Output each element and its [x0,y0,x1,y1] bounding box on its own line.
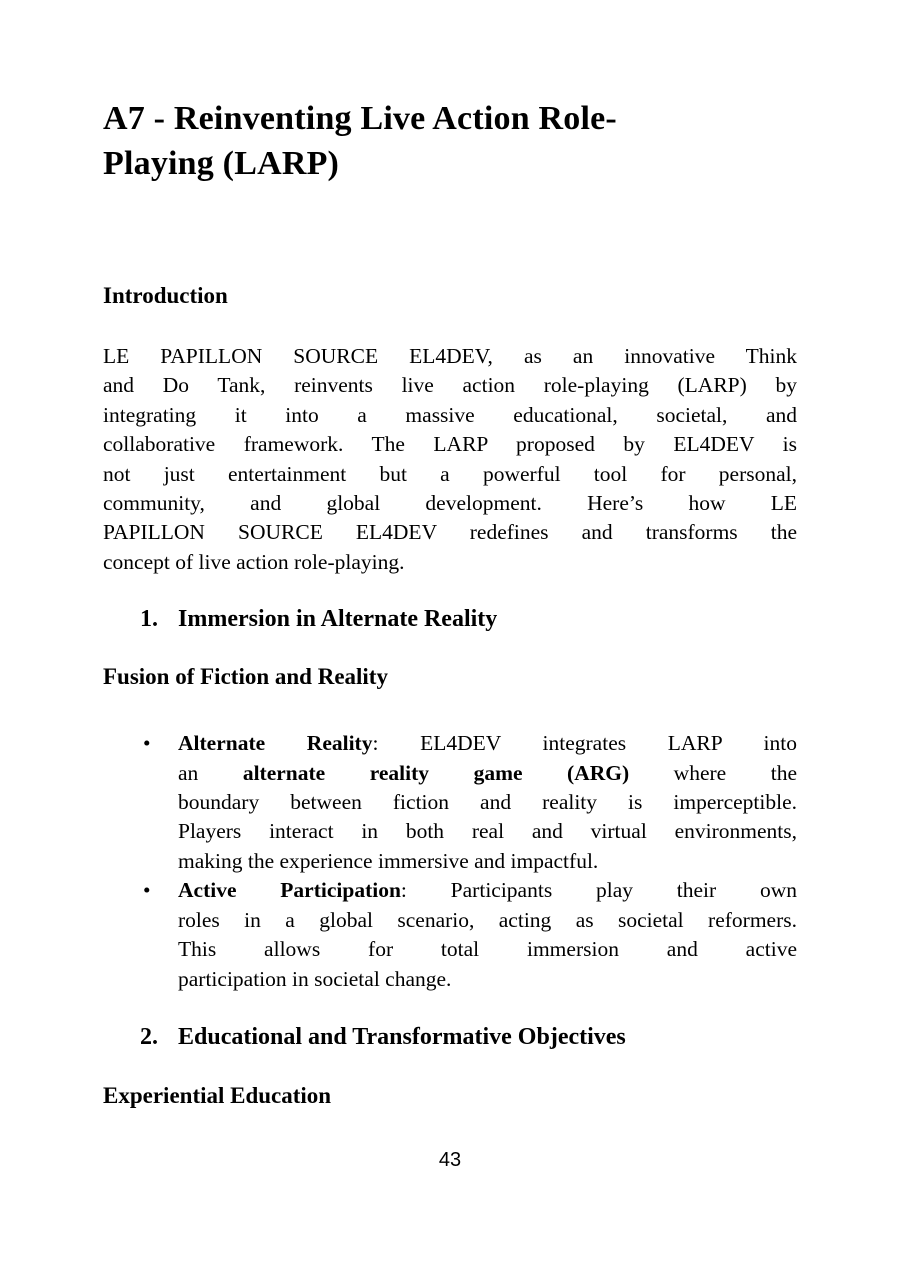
page-title-line-2: Playing (LARP) [103,145,340,182]
bullet-text [178,729,797,876]
heading-text-2: Educational and Transformative Objectives [178,1023,626,1050]
page-content [103,96,797,1111]
list-item-active-participation [103,876,797,994]
heading-text-1: Immersion in Alternate Reality [178,606,498,633]
subheading-experiential-education: Experiential Education [103,1082,332,1108]
text-line: an alternate reality game (ARG) where the [178,760,798,785]
bullet-icon: • [143,731,151,756]
text-line: concept of live action role-playing. [103,549,405,574]
text-line: Players interact in both real and virtual environments, [178,819,797,844]
text-line: Alternate Reality: EL4DEV integrates LARP into [178,731,797,756]
text-line: PAPILLON SOURCE EL4DEV redefines and transforms the [103,520,797,545]
list-item-alternate-reality [103,729,797,876]
bullet-text [178,876,797,994]
text-line: not just entertainment but a powerful tool for personal, [103,461,797,486]
bullet-list [103,729,797,994]
numbered-heading-1 [103,604,797,634]
page-title [103,96,797,186]
text-line: LE PAPILLON SOURCE EL4DEV, as an innovative Think [103,344,797,368]
text-line: Active Participation: Participants play their own [178,878,798,903]
text-line: community, and global development. Here’s how LE [103,491,797,516]
heading-number-2: 2. [140,1023,158,1050]
text-line: making the experience immersive and impactful. [178,848,599,873]
text-line: integrating it into a massive educational, societal, and [103,402,797,427]
text-line: and Do Tank, reinvents live action role-playing (LARP) by [103,373,797,398]
text-line: collaborative framework. The LARP proposed by EL4DEV is [103,432,797,457]
text-line: boundary between fiction and reality is imperceptible. [178,790,797,815]
bullet-icon: • [143,878,151,903]
heading-number-1: 1. [140,606,158,633]
text-line: roles in a global scenario, acting as societal reformers. [178,907,797,932]
page-number: 43 [438,1148,462,1171]
subheading-fusion-of-fiction-and-reality: Fusion of Fiction and Reality [103,664,388,690]
text-line: This allows for total immersion and active [178,937,797,962]
text-line: participation in societal change. [178,966,452,991]
introduction-paragraph [103,342,797,577]
numbered-heading-2 [103,1022,797,1052]
section-heading-introduction: Introduction [103,283,228,308]
page-title-line-1: A7 - Reinventing Live Action Role- [103,100,617,137]
